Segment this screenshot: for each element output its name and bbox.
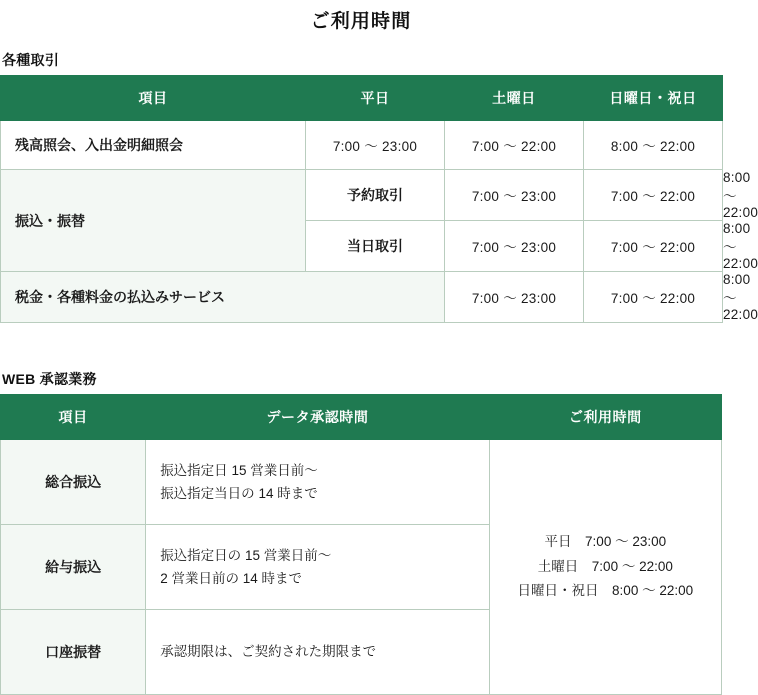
section-label-transactions: 各種取引 xyxy=(2,52,60,68)
transaction-hours-table xyxy=(0,75,758,323)
row-name-account-debit: 口座振替 xyxy=(1,610,146,695)
column-header-data-approval-time: データ承認時間 xyxy=(146,395,489,440)
column-header-sunday-holiday: 日曜日・祝日 xyxy=(584,76,723,121)
detail-line-2: 振込指定当日の 14 時まで xyxy=(160,486,318,501)
cell-saturday-hours: 7:00 〜 22:00 xyxy=(584,170,723,221)
cell-sunday-hours: 8:00 〜 22:00 xyxy=(584,121,723,170)
cell-saturday-hours: 7:00 〜 22:00 xyxy=(584,221,723,272)
detail-line-1: 振込指定日 15 営業日前〜 xyxy=(160,462,318,478)
section-label-web-approval: WEB 承認業務 xyxy=(2,371,97,387)
cell-saturday-hours: 7:00 〜 22:00 xyxy=(445,121,584,170)
cell-weekday-hours: 7:00 〜 23:00 xyxy=(445,170,584,221)
row-detail-salary-transfer xyxy=(146,525,489,610)
usage-hours-weekday: 平日 7:00 〜 23:00 xyxy=(544,533,667,549)
cell-weekday-hours: 7:00 〜 23:00 xyxy=(445,272,584,323)
row-sub-sameday-transfer: 当日取引 xyxy=(306,221,445,272)
page-title: ご利用時間 xyxy=(310,11,412,32)
detail-line-1: 承認期限は、ご契約された期限まで xyxy=(160,644,377,660)
row-item-tax-payment-service: 税金・各種料金の払込みサービス xyxy=(1,272,445,323)
cell-weekday-hours: 7:00 〜 23:00 xyxy=(306,121,445,170)
row-name-salary-transfer: 給与振込 xyxy=(1,525,146,610)
column-header-saturday: 土曜日 xyxy=(445,76,584,121)
column-header-item: 項目 xyxy=(1,76,306,121)
usage-hours-saturday: 土曜日 7:00 〜 22:00 xyxy=(537,558,673,574)
table-row: 税金・各種料金の払込みサービス 7:00 〜 23:00 7:00 〜 22:00 8:00 〜 22:00 xyxy=(1,272,723,323)
detail-line-2: 2 営業日前の 14 時まで xyxy=(160,571,302,586)
row-name-general-transfer: 総合振込 xyxy=(1,440,146,525)
table-header-row xyxy=(1,395,722,440)
column-header-usage-hours: ご利用時間 xyxy=(489,395,721,440)
column-header-item: 項目 xyxy=(1,395,146,440)
cell-weekday-hours: 7:00 〜 23:00 xyxy=(445,221,584,272)
detail-line-1: 振込指定日の 15 営業日前〜 xyxy=(160,547,332,563)
usage-hours-document xyxy=(0,6,758,695)
row-detail-account-debit xyxy=(146,610,489,695)
usage-hours-cell xyxy=(489,440,721,695)
usage-hours-sunday-holiday: 日曜日・祝日 8:00 〜 22:00 xyxy=(517,583,694,599)
column-header-weekday: 平日 xyxy=(306,76,445,121)
row-group-transfer: 振込・振替 xyxy=(1,170,306,272)
cell-saturday-hours: 7:00 〜 22:00 xyxy=(584,272,723,323)
table-row xyxy=(1,440,722,525)
row-sub-reserved-transfer: 予約取引 xyxy=(306,170,445,221)
table-row: 振込・振替 予約取引 7:00 〜 23:00 7:00 〜 22:00 8:00 〜 22:00 xyxy=(1,170,723,221)
row-item-balance-inquiry: 残高照会、入出金明細照会 xyxy=(1,121,306,170)
table-row xyxy=(1,121,723,170)
table-header-row xyxy=(1,76,723,121)
row-detail-general-transfer xyxy=(146,440,489,525)
table-row: 当日取引 7:00 〜 23:00 7:00 〜 22:00 8:00 〜 22:00 xyxy=(1,221,723,272)
web-approval-table xyxy=(0,394,722,695)
